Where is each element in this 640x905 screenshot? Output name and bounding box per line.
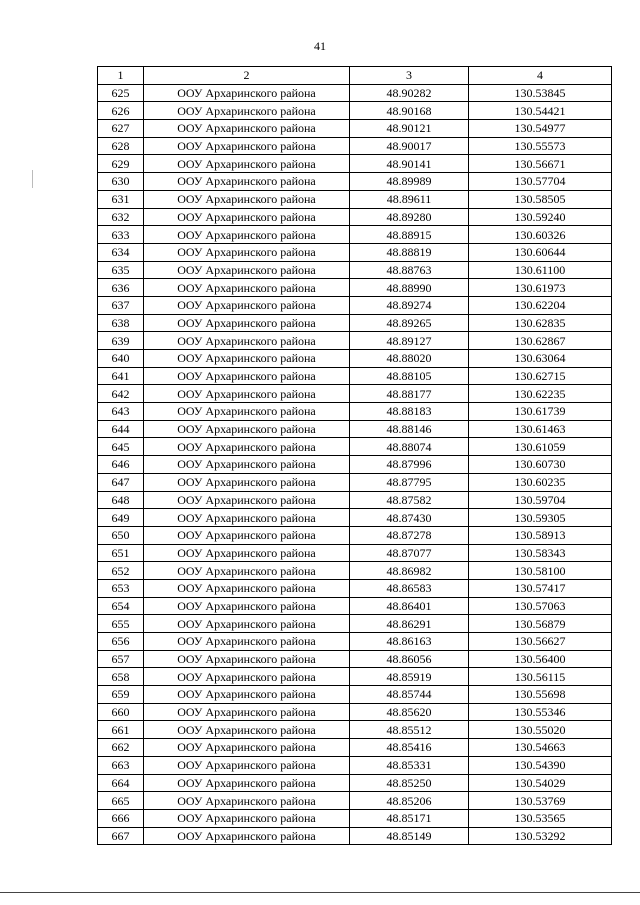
row-number-cell: 644 xyxy=(98,420,144,438)
table-header-row xyxy=(98,67,612,85)
latitude-cell: 48.86583 xyxy=(350,579,469,597)
row-number-cell: 643 xyxy=(98,403,144,421)
row-number-cell: 665 xyxy=(98,792,144,810)
table-row xyxy=(98,562,612,580)
table-row xyxy=(98,721,612,739)
latitude-cell: 48.88819 xyxy=(350,243,469,261)
owner-name-cell: ООУ Архаринского района xyxy=(144,721,350,739)
latitude-cell: 48.89280 xyxy=(350,208,469,226)
longitude-cell: 130.58343 xyxy=(469,544,612,562)
owner-name-cell: ООУ Архаринского района xyxy=(144,173,350,191)
longitude-cell: 130.59240 xyxy=(469,208,612,226)
latitude-cell: 48.89989 xyxy=(350,173,469,191)
table-row xyxy=(98,102,612,120)
table-row xyxy=(98,84,612,102)
owner-name-cell: ООУ Архаринского района xyxy=(144,350,350,368)
row-number-cell: 666 xyxy=(98,809,144,827)
longitude-cell: 130.61973 xyxy=(469,279,612,297)
row-number-cell: 632 xyxy=(98,208,144,226)
row-number-cell: 648 xyxy=(98,491,144,509)
row-number-cell: 659 xyxy=(98,686,144,704)
longitude-cell: 130.55698 xyxy=(469,686,612,704)
latitude-cell: 48.85206 xyxy=(350,792,469,810)
owner-name-cell: ООУ Архаринского района xyxy=(144,650,350,668)
longitude-cell: 130.61739 xyxy=(469,403,612,421)
latitude-cell: 48.87430 xyxy=(350,509,469,527)
table-row xyxy=(98,491,612,509)
owner-name-cell: ООУ Архаринского района xyxy=(144,403,350,421)
row-number-cell: 662 xyxy=(98,739,144,757)
table-row xyxy=(98,526,612,544)
row-number-cell: 631 xyxy=(98,190,144,208)
owner-name-cell: ООУ Архаринского района xyxy=(144,438,350,456)
row-number-cell: 646 xyxy=(98,456,144,474)
longitude-cell: 130.61463 xyxy=(469,420,612,438)
latitude-cell: 48.90141 xyxy=(350,155,469,173)
longitude-cell: 130.62835 xyxy=(469,314,612,332)
table-row xyxy=(98,190,612,208)
row-number-cell: 647 xyxy=(98,473,144,491)
table-row xyxy=(98,155,612,173)
longitude-cell: 130.56879 xyxy=(469,615,612,633)
owner-name-cell: ООУ Архаринского района xyxy=(144,456,350,474)
latitude-cell: 48.85149 xyxy=(350,827,469,845)
table-row xyxy=(98,579,612,597)
owner-name-cell: ООУ Архаринского района xyxy=(144,120,350,138)
longitude-cell: 130.60730 xyxy=(469,456,612,474)
row-number-cell: 649 xyxy=(98,509,144,527)
row-number-cell: 628 xyxy=(98,137,144,155)
owner-name-cell: ООУ Архаринского района xyxy=(144,243,350,261)
row-number-cell: 660 xyxy=(98,703,144,721)
latitude-cell: 48.85250 xyxy=(350,774,469,792)
latitude-cell: 48.87582 xyxy=(350,491,469,509)
owner-name-cell: ООУ Архаринского района xyxy=(144,102,350,120)
owner-name-cell: ООУ Архаринского района xyxy=(144,792,350,810)
table-row xyxy=(98,650,612,668)
longitude-cell: 130.54390 xyxy=(469,756,612,774)
longitude-cell: 130.53845 xyxy=(469,84,612,102)
row-number-cell: 630 xyxy=(98,173,144,191)
row-number-cell: 651 xyxy=(98,544,144,562)
latitude-cell: 48.85620 xyxy=(350,703,469,721)
table-row xyxy=(98,438,612,456)
owner-name-cell: ООУ Архаринского района xyxy=(144,261,350,279)
table-row xyxy=(98,473,612,491)
latitude-cell: 48.87077 xyxy=(350,544,469,562)
longitude-cell: 130.56400 xyxy=(469,650,612,668)
owner-name-cell: ООУ Архаринского района xyxy=(144,279,350,297)
table-row xyxy=(98,385,612,403)
row-number-cell: 642 xyxy=(98,385,144,403)
latitude-cell: 48.85331 xyxy=(350,756,469,774)
owner-name-cell: ООУ Архаринского района xyxy=(144,615,350,633)
table-row xyxy=(98,137,612,155)
longitude-cell: 130.60235 xyxy=(469,473,612,491)
longitude-cell: 130.58100 xyxy=(469,562,612,580)
owner-name-cell: ООУ Архаринского района xyxy=(144,809,350,827)
row-number-cell: 664 xyxy=(98,774,144,792)
row-number-cell: 661 xyxy=(98,721,144,739)
longitude-cell: 130.53565 xyxy=(469,809,612,827)
table-row xyxy=(98,756,612,774)
table-row xyxy=(98,243,612,261)
coordinates-table xyxy=(97,66,612,845)
longitude-cell: 130.57417 xyxy=(469,579,612,597)
longitude-cell: 130.55573 xyxy=(469,137,612,155)
owner-name-cell: ООУ Архаринского района xyxy=(144,756,350,774)
latitude-cell: 48.85416 xyxy=(350,739,469,757)
latitude-cell: 48.86401 xyxy=(350,597,469,615)
owner-name-cell: ООУ Архаринского района xyxy=(144,190,350,208)
column-header: 3 xyxy=(350,67,469,85)
row-number-cell: 634 xyxy=(98,243,144,261)
table-row xyxy=(98,615,612,633)
row-number-cell: 667 xyxy=(98,827,144,845)
longitude-cell: 130.54421 xyxy=(469,102,612,120)
row-number-cell: 655 xyxy=(98,615,144,633)
latitude-cell: 48.90168 xyxy=(350,102,469,120)
table-row xyxy=(98,774,612,792)
owner-name-cell: ООУ Архаринского района xyxy=(144,208,350,226)
latitude-cell: 48.88990 xyxy=(350,279,469,297)
owner-name-cell: ООУ Архаринского района xyxy=(144,827,350,845)
column-header: 2 xyxy=(144,67,350,85)
table-row xyxy=(98,120,612,138)
latitude-cell: 48.85171 xyxy=(350,809,469,827)
row-number-cell: 626 xyxy=(98,102,144,120)
row-number-cell: 636 xyxy=(98,279,144,297)
row-number-cell: 638 xyxy=(98,314,144,332)
table-row xyxy=(98,509,612,527)
owner-name-cell: ООУ Архаринского района xyxy=(144,491,350,509)
longitude-cell: 130.54029 xyxy=(469,774,612,792)
table-row xyxy=(98,456,612,474)
longitude-cell: 130.62235 xyxy=(469,385,612,403)
table-row xyxy=(98,314,612,332)
latitude-cell: 48.88074 xyxy=(350,438,469,456)
row-number-cell: 635 xyxy=(98,261,144,279)
column-header: 1 xyxy=(98,67,144,85)
row-number-cell: 658 xyxy=(98,668,144,686)
row-number-cell: 627 xyxy=(98,120,144,138)
longitude-cell: 130.56671 xyxy=(469,155,612,173)
longitude-cell: 130.57063 xyxy=(469,597,612,615)
longitude-cell: 130.57704 xyxy=(469,173,612,191)
table-row xyxy=(98,279,612,297)
table-row xyxy=(98,544,612,562)
latitude-cell: 48.88763 xyxy=(350,261,469,279)
latitude-cell: 48.90121 xyxy=(350,120,469,138)
owner-name-cell: ООУ Архаринского района xyxy=(144,385,350,403)
row-number-cell: 639 xyxy=(98,332,144,350)
owner-name-cell: ООУ Архаринского района xyxy=(144,84,350,102)
table-row xyxy=(98,261,612,279)
longitude-cell: 130.59704 xyxy=(469,491,612,509)
longitude-cell: 130.61059 xyxy=(469,438,612,456)
row-number-cell: 657 xyxy=(98,650,144,668)
table-row xyxy=(98,296,612,314)
owner-name-cell: ООУ Архаринского района xyxy=(144,597,350,615)
owner-name-cell: ООУ Архаринского района xyxy=(144,668,350,686)
latitude-cell: 48.88105 xyxy=(350,367,469,385)
row-number-cell: 653 xyxy=(98,579,144,597)
row-number-cell: 625 xyxy=(98,84,144,102)
owner-name-cell: ООУ Архаринского района xyxy=(144,367,350,385)
table-row xyxy=(98,633,612,651)
row-number-cell: 663 xyxy=(98,756,144,774)
latitude-cell: 48.86056 xyxy=(350,650,469,668)
latitude-cell: 48.88183 xyxy=(350,403,469,421)
latitude-cell: 48.88020 xyxy=(350,350,469,368)
longitude-cell: 130.56115 xyxy=(469,668,612,686)
owner-name-cell: ООУ Архаринского района xyxy=(144,544,350,562)
latitude-cell: 48.90017 xyxy=(350,137,469,155)
table-row xyxy=(98,367,612,385)
scan-artifact xyxy=(0,892,640,893)
owner-name-cell: ООУ Архаринского района xyxy=(144,774,350,792)
table-row xyxy=(98,420,612,438)
latitude-cell: 48.89265 xyxy=(350,314,469,332)
row-number-cell: 641 xyxy=(98,367,144,385)
owner-name-cell: ООУ Архаринского района xyxy=(144,686,350,704)
table-row xyxy=(98,739,612,757)
row-number-cell: 637 xyxy=(98,296,144,314)
longitude-cell: 130.62867 xyxy=(469,332,612,350)
longitude-cell: 130.62715 xyxy=(469,367,612,385)
table-row xyxy=(98,597,612,615)
scan-artifact xyxy=(32,170,33,188)
row-number-cell: 629 xyxy=(98,155,144,173)
longitude-cell: 130.54977 xyxy=(469,120,612,138)
owner-name-cell: ООУ Архаринского района xyxy=(144,420,350,438)
row-number-cell: 656 xyxy=(98,633,144,651)
row-number-cell: 652 xyxy=(98,562,144,580)
longitude-cell: 130.53769 xyxy=(469,792,612,810)
latitude-cell: 48.88177 xyxy=(350,385,469,403)
table-row xyxy=(98,173,612,191)
latitude-cell: 48.90282 xyxy=(350,84,469,102)
owner-name-cell: ООУ Архаринского района xyxy=(144,739,350,757)
owner-name-cell: ООУ Архаринского района xyxy=(144,137,350,155)
longitude-cell: 130.61100 xyxy=(469,261,612,279)
owner-name-cell: ООУ Архаринского района xyxy=(144,296,350,314)
table-row xyxy=(98,827,612,845)
longitude-cell: 130.55346 xyxy=(469,703,612,721)
latitude-cell: 48.85512 xyxy=(350,721,469,739)
longitude-cell: 130.59305 xyxy=(469,509,612,527)
latitude-cell: 48.88146 xyxy=(350,420,469,438)
longitude-cell: 130.62204 xyxy=(469,296,612,314)
page-number: 41 xyxy=(314,39,326,53)
table-row xyxy=(98,226,612,244)
longitude-cell: 130.58505 xyxy=(469,190,612,208)
table-row xyxy=(98,686,612,704)
latitude-cell: 48.86982 xyxy=(350,562,469,580)
owner-name-cell: ООУ Архаринского района xyxy=(144,562,350,580)
latitude-cell: 48.87278 xyxy=(350,526,469,544)
table-row xyxy=(98,208,612,226)
owner-name-cell: ООУ Архаринского района xyxy=(144,226,350,244)
table-row xyxy=(98,332,612,350)
owner-name-cell: ООУ Архаринского района xyxy=(144,155,350,173)
latitude-cell: 48.89611 xyxy=(350,190,469,208)
latitude-cell: 48.86163 xyxy=(350,633,469,651)
latitude-cell: 48.89127 xyxy=(350,332,469,350)
table-row xyxy=(98,792,612,810)
latitude-cell: 48.85919 xyxy=(350,668,469,686)
longitude-cell: 130.63064 xyxy=(469,350,612,368)
longitude-cell: 130.54663 xyxy=(469,739,612,757)
table-row xyxy=(98,703,612,721)
latitude-cell: 48.88915 xyxy=(350,226,469,244)
longitude-cell: 130.60644 xyxy=(469,243,612,261)
row-number-cell: 650 xyxy=(98,526,144,544)
owner-name-cell: ООУ Архаринского района xyxy=(144,509,350,527)
table-row xyxy=(98,809,612,827)
owner-name-cell: ООУ Архаринского района xyxy=(144,526,350,544)
longitude-cell: 130.53292 xyxy=(469,827,612,845)
longitude-cell: 130.60326 xyxy=(469,226,612,244)
column-header: 4 xyxy=(469,67,612,85)
owner-name-cell: ООУ Архаринского района xyxy=(144,579,350,597)
owner-name-cell: ООУ Архаринского района xyxy=(144,633,350,651)
latitude-cell: 48.86291 xyxy=(350,615,469,633)
longitude-cell: 130.56627 xyxy=(469,633,612,651)
latitude-cell: 48.89274 xyxy=(350,296,469,314)
owner-name-cell: ООУ Архаринского района xyxy=(144,473,350,491)
latitude-cell: 48.87996 xyxy=(350,456,469,474)
longitude-cell: 130.55020 xyxy=(469,721,612,739)
table-row xyxy=(98,668,612,686)
table-row xyxy=(98,350,612,368)
longitude-cell: 130.58913 xyxy=(469,526,612,544)
row-number-cell: 654 xyxy=(98,597,144,615)
owner-name-cell: ООУ Архаринского района xyxy=(144,314,350,332)
latitude-cell: 48.85744 xyxy=(350,686,469,704)
table-body xyxy=(98,84,612,845)
table-row xyxy=(98,403,612,421)
row-number-cell: 645 xyxy=(98,438,144,456)
owner-name-cell: ООУ Архаринского района xyxy=(144,332,350,350)
owner-name-cell: ООУ Архаринского района xyxy=(144,703,350,721)
row-number-cell: 640 xyxy=(98,350,144,368)
row-number-cell: 633 xyxy=(98,226,144,244)
latitude-cell: 48.87795 xyxy=(350,473,469,491)
